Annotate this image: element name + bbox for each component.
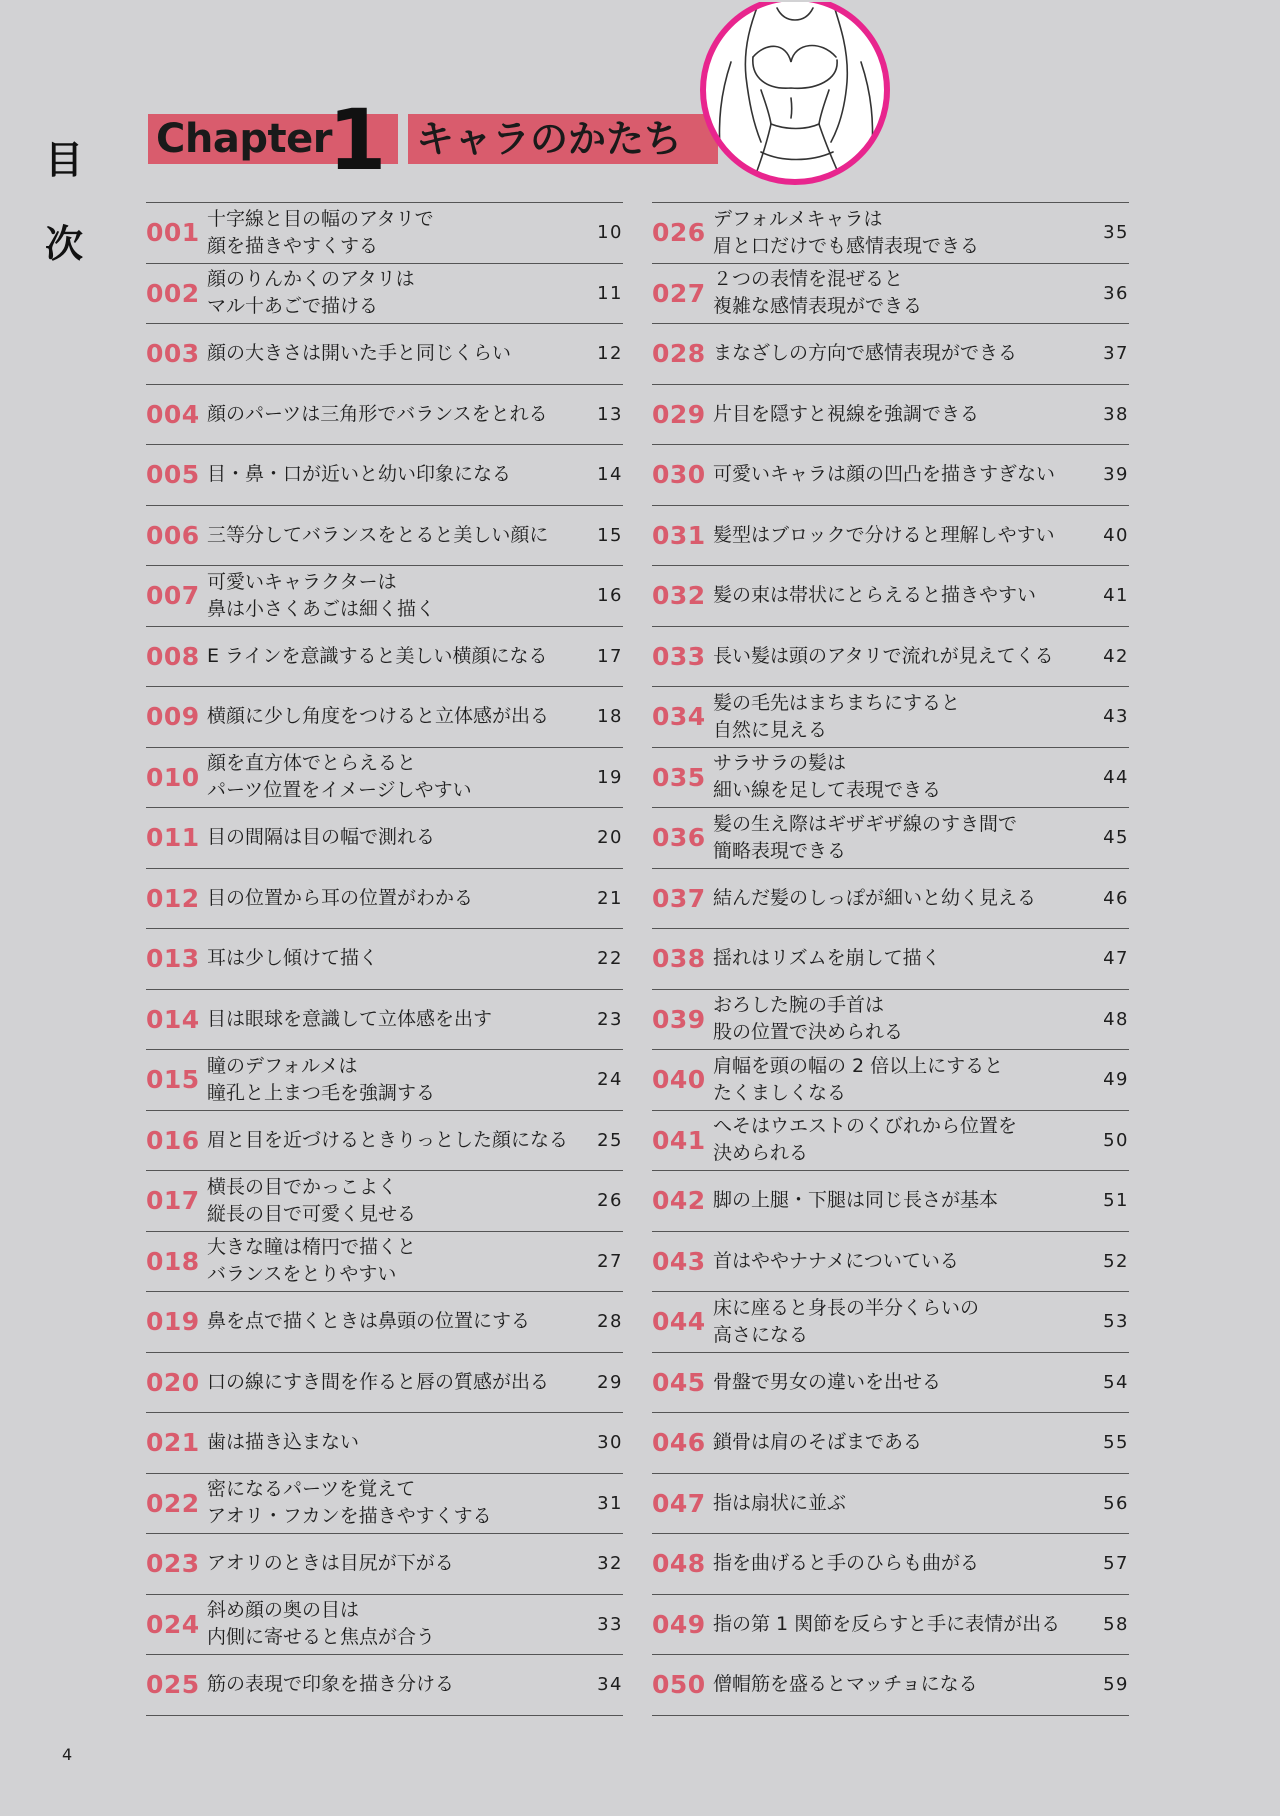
toc-entry-title-line: 指は扇状に並ぶ	[713, 1491, 847, 1514]
toc-entry-title	[207, 1595, 577, 1654]
toc-entry[interactable]	[146, 1111, 623, 1172]
toc-entry-number: 004	[146, 399, 200, 429]
toc-entry-page: 33	[597, 1613, 623, 1635]
toc-entry-title-line: おろした腕の手首は	[713, 994, 885, 1016]
toc-entry-title-line: 脚の上腿・下腿は同じ長さが基本	[713, 1189, 999, 1211]
toc-entry-title-line: マル十あごで描ける	[207, 295, 379, 317]
toc-entry-title	[207, 385, 577, 444]
toc-entry-number: 029	[652, 399, 706, 429]
toc-entry-number: 039	[652, 1004, 706, 1034]
toc-entry-number: 002	[146, 278, 200, 308]
toc-entry[interactable]	[652, 566, 1129, 627]
toc-entry-title-line: ２つの表情を混ぜると	[713, 268, 904, 290]
toc-entry[interactable]	[146, 1595, 623, 1656]
toc-entry-title-line: へそはウエストのくびれから位置を	[713, 1115, 1018, 1137]
toc-entry-title-line: 筋の表現で印象を描き分ける	[207, 1673, 455, 1695]
toc-entry-title-line: 髪型はブロックで分けると理解しやすい	[713, 523, 1055, 546]
toc-entry[interactable]	[652, 264, 1129, 325]
toc-entry-title-line: 髪の毛先はまちまちにすると	[713, 691, 961, 714]
toc-entry-page: 48	[1103, 1008, 1129, 1030]
toc-entry-title	[207, 929, 577, 988]
toc-entry-title-line: 斜め顔の奥の目は	[207, 1599, 360, 1621]
toc-entry-page: 31	[597, 1492, 623, 1514]
toc-entry-number: 045	[652, 1367, 706, 1397]
toc-entry-page: 34	[597, 1674, 623, 1695]
toc-entry-title-line: 瞳孔と上まつ毛を強調する	[207, 1081, 436, 1104]
toc-entry-page: 29	[597, 1371, 623, 1393]
toc-entry[interactable]	[652, 627, 1129, 688]
toc-entry-title-line: 歯は描き込まない	[207, 1431, 360, 1453]
toc-entry-page: 50	[1103, 1129, 1129, 1151]
toc-entry-title	[713, 1474, 1083, 1533]
chapter-title: キャラのかたち	[408, 114, 718, 164]
toc-entry-number: 007	[146, 581, 200, 610]
toc-entry-number: 025	[146, 1670, 200, 1699]
toc-entry-title-line: 瞳のデフォルメは	[207, 1054, 358, 1077]
toc-entry-title	[207, 1655, 577, 1714]
toc-entry-title	[713, 1050, 1083, 1109]
toc-entry-number: 048	[652, 1549, 706, 1578]
toc-entry[interactable]	[146, 869, 623, 930]
toc-entry-title-line: 縦長の目で可愛く見せる	[207, 1202, 417, 1225]
toc-entry-title-line: 長い髪は頭のアタリで流れが見えてくる	[713, 644, 1054, 667]
toc-entry-title	[207, 1171, 577, 1230]
toc-entry-number: 036	[652, 823, 706, 852]
toc-entry[interactable]	[652, 1595, 1129, 1656]
toc-entry-title	[713, 929, 1083, 988]
chapter-number: 1	[328, 91, 387, 189]
toc-entry-number: 047	[652, 1488, 706, 1518]
toc-entry[interactable]	[652, 1534, 1129, 1595]
toc-entry-number: 038	[652, 944, 706, 973]
toc-entry-title	[713, 1111, 1083, 1170]
toc-entry-title-line: 大きな瞳は楕円で描くと	[207, 1236, 417, 1258]
toc-entry-title	[207, 1232, 577, 1291]
page-number: 4	[62, 1745, 73, 1764]
toc-entry[interactable]	[652, 1171, 1129, 1232]
toc-entry-page: 15	[597, 524, 623, 546]
toc-entry-title-line: 顔を描きやすくする	[207, 234, 379, 257]
toc-entry-title-line: 顔の大きさは開いた手と同じくらい	[207, 342, 512, 364]
toc-entry-number: 031	[652, 520, 706, 550]
toc-entry-number: 027	[652, 278, 706, 308]
toc-entry-title-line: 三等分してバランスをとると美しい顔に	[207, 523, 549, 546]
side-title-char: 目	[44, 138, 83, 182]
toc-entry-title	[207, 264, 577, 323]
toc-entry-number: 012	[146, 883, 200, 913]
toc-column-right	[652, 202, 1129, 1716]
toc-entry-title-line: 眉と口だけでも感情表現できる	[713, 234, 980, 257]
toc-entry-number: 016	[146, 1125, 200, 1155]
toc-entry[interactable]	[146, 1413, 623, 1474]
toc-entry-page: 41	[1103, 585, 1129, 606]
toc-entry-page: 23	[597, 1008, 623, 1030]
toc-entry-title	[713, 748, 1083, 807]
toc-entry-title	[713, 1292, 1083, 1351]
toc-entry-number: 026	[652, 218, 706, 247]
toc-entry-title	[207, 1534, 577, 1593]
toc-entry-title-line: 横長の目でかっこよく	[207, 1175, 398, 1198]
toc-entry[interactable]	[146, 324, 623, 385]
toc-entry-number: 013	[146, 944, 200, 973]
toc-entry-number: 011	[146, 823, 200, 852]
toc-entry-title	[713, 1534, 1083, 1593]
toc-entry-title	[713, 1595, 1083, 1654]
toc-entry-title	[713, 869, 1083, 928]
toc-entry-title	[207, 203, 577, 262]
toc-entry-title	[207, 808, 577, 867]
toc-entry-title-line: 口の線にすき間を作ると唇の質感が出る	[207, 1370, 550, 1393]
toc-entry[interactable]	[146, 203, 623, 264]
toc-entry-number: 018	[146, 1246, 200, 1276]
toc-entry-number: 005	[146, 460, 200, 489]
toc-entry-page: 11	[597, 282, 623, 304]
toc-entry-page: 25	[597, 1129, 623, 1151]
toc-entry-title	[207, 324, 577, 383]
toc-entry[interactable]	[146, 748, 623, 809]
toc-entry-page: 30	[597, 1432, 623, 1453]
toc-entry-title	[207, 748, 577, 807]
toc-entry-page: 20	[597, 827, 623, 848]
toc-entry-number: 028	[652, 339, 706, 368]
toc-entry-title	[713, 203, 1083, 262]
toc-entry-page: 43	[1103, 706, 1129, 727]
toc-entry-title-line: 髪の生え際はギザギザ線のすき間で	[713, 812, 1018, 835]
toc-entry[interactable]	[146, 929, 623, 990]
toc-entry[interactable]	[146, 385, 623, 446]
toc-entry[interactable]	[146, 808, 623, 869]
toc-entry-title	[713, 1353, 1083, 1412]
toc-entry-title-line: 結んだ髪のしっぽが細いと幼く見える	[713, 886, 1037, 909]
toc-entry-title-line: 横顔に少し角度をつけると立体感が出る	[207, 705, 550, 727]
toc-entry[interactable]	[652, 1353, 1129, 1414]
toc-side-title	[44, 118, 84, 286]
toc-entry[interactable]	[146, 1655, 623, 1716]
toc-entry-number: 046	[652, 1428, 706, 1457]
toc-entry-title-line: 鼻は小さくあごは細く描く	[207, 597, 436, 620]
toc-entry-title-line: 揺れはリズムを崩して描く	[713, 947, 941, 969]
toc-entry-title-line: 顔を直方体でとらえると	[207, 752, 417, 774]
toc-entry-title-line: 肩幅を頭の幅の 2 倍以上にすると	[713, 1054, 1004, 1077]
toc-entry-title-line: 耳は少し傾けて描く	[207, 947, 379, 969]
toc-entry-page: 24	[597, 1069, 623, 1090]
toc-entry-number: 035	[652, 762, 706, 792]
toc-entry-number: 003	[146, 339, 200, 368]
toc-entry-title	[207, 445, 577, 504]
toc-entry-number: 037	[652, 883, 706, 913]
toc-entry-page: 44	[1103, 766, 1129, 788]
toc-entry-title-line: E ラインを意識すると美しい横顔になる	[207, 644, 548, 667]
toc-entry[interactable]	[652, 929, 1129, 990]
toc-entry-page: 32	[597, 1553, 623, 1574]
toc-entry-page: 14	[597, 464, 623, 485]
toc-entry[interactable]	[146, 627, 623, 688]
toc-entry[interactable]	[652, 1050, 1129, 1111]
toc-entry-title-line: 骨盤で男女の違いを出せる	[713, 1370, 942, 1393]
toc-entry-page: 35	[1103, 222, 1129, 243]
toc-entry[interactable]	[146, 1534, 623, 1595]
toc-entry-title	[713, 687, 1083, 746]
toc-entry[interactable]	[652, 203, 1129, 264]
toc-entry-title	[713, 324, 1083, 383]
toc-entry-page: 27	[597, 1250, 623, 1272]
toc-entry-page: 52	[1103, 1250, 1129, 1272]
toc-entry[interactable]	[652, 385, 1129, 446]
toc-entry-number: 040	[652, 1065, 706, 1094]
toc-entry-page: 47	[1103, 948, 1129, 969]
toc-entry-title	[207, 1111, 577, 1170]
toc-entry-title-line: 複雑な感情表現ができる	[713, 295, 923, 317]
toc-entry-number: 022	[146, 1488, 200, 1518]
toc-entry-number: 019	[146, 1307, 200, 1336]
toc-entry-page: 59	[1103, 1674, 1129, 1695]
toc-entry-number: 021	[146, 1428, 200, 1457]
toc-entry[interactable]	[652, 748, 1129, 809]
toc-entry-number: 009	[146, 702, 200, 731]
toc-entry-page: 54	[1103, 1371, 1129, 1393]
toc-entry-title-line: 目は眼球を意識して立体感を出す	[207, 1007, 493, 1030]
toc-entry-title	[207, 506, 577, 565]
toc-entry-page: 39	[1103, 464, 1129, 485]
toc-entry-number: 023	[146, 1549, 200, 1578]
toc-entry-title-line: 密になるパーツを覚えて	[207, 1478, 416, 1500]
toc-entry-title-line: 首はややナナメについている	[713, 1249, 959, 1272]
toc-entry-title	[713, 627, 1083, 686]
toc-entry[interactable]	[652, 990, 1129, 1051]
toc-entry-title-line: 指の第 1 関節を反らすと手に表情が出る	[713, 1612, 1061, 1635]
toc-entry-title-line: 可愛いキャラは顔の凹凸を描きすぎない	[713, 463, 1056, 485]
toc-entry-title	[207, 1292, 577, 1351]
toc-entry-page: 49	[1103, 1069, 1129, 1090]
toc-entry[interactable]	[652, 869, 1129, 930]
toc-entry-number: 049	[652, 1609, 706, 1639]
toc-entry-title	[713, 990, 1083, 1049]
toc-entry-title	[207, 627, 577, 686]
toc-entry-title	[713, 445, 1083, 504]
toc-entry-page: 37	[1103, 343, 1129, 364]
toc-entry-number: 041	[652, 1125, 706, 1155]
toc-entry-title-line: 細い線を足して表現できる	[713, 779, 942, 801]
toc-entry-number: 044	[652, 1307, 706, 1336]
toc-entry-title	[713, 1655, 1083, 1714]
toc-entry[interactable]	[652, 1655, 1129, 1716]
toc-entry-page: 13	[597, 403, 623, 425]
toc-entry[interactable]	[146, 445, 623, 506]
toc-entry-title-line: バランスをとりやすい	[207, 1263, 397, 1285]
toc-entry-title-line: サラサラの髪は	[713, 752, 847, 774]
toc-entry-page: 51	[1103, 1190, 1129, 1211]
toc-entry-number: 006	[146, 520, 200, 550]
toc-entry-title	[207, 1474, 577, 1533]
toc-entry-title	[713, 385, 1083, 444]
toc-entry-page: 58	[1103, 1613, 1129, 1635]
toc-entry-page: 10	[597, 222, 623, 243]
toc-entry[interactable]	[146, 687, 623, 748]
toc-entry-page: 56	[1103, 1492, 1129, 1514]
toc-entry-number: 033	[652, 641, 706, 671]
toc-entry[interactable]	[652, 1111, 1129, 1172]
toc-entry[interactable]	[652, 324, 1129, 385]
toc-entry[interactable]	[652, 1413, 1129, 1474]
toc-entry-number: 014	[146, 1004, 200, 1034]
toc-entry-number: 034	[652, 702, 706, 731]
toc-entry-title-line: 十字線と目の幅のアタリで	[207, 207, 434, 230]
toc-entry-title	[713, 1232, 1083, 1291]
toc-entry-title	[207, 990, 577, 1049]
toc-entry-number: 017	[146, 1186, 200, 1215]
toc-entry[interactable]	[652, 687, 1129, 748]
toc-entry[interactable]	[146, 1050, 623, 1111]
toc-entry[interactable]	[652, 506, 1129, 567]
toc-entry-number: 042	[652, 1186, 706, 1215]
toc-entry-title	[207, 869, 577, 928]
toc-entry-page: 21	[597, 887, 623, 909]
toc-entry[interactable]	[652, 1232, 1129, 1293]
toc-entry[interactable]	[146, 506, 623, 567]
toc-entry-title	[713, 506, 1083, 565]
toc-entry-title-line: 簡略表現できる	[713, 839, 847, 862]
chapter-word: Chapter	[156, 116, 332, 162]
toc-entry-page: 17	[597, 645, 623, 667]
toc-entry-title-line: 内側に寄せると焦点が合う	[207, 1626, 436, 1648]
toc-entry[interactable]	[146, 1353, 623, 1414]
toc-entry-title-line: 片目を隠すと視線を強調できる	[713, 402, 980, 425]
toc-entry-title-line: 目の位置から耳の位置がわかる	[207, 886, 474, 909]
toc-entry-title-line: パーツ位置をイメージしやすい	[207, 779, 472, 801]
toc-entry-page: 22	[597, 948, 623, 969]
toc-entry-title	[713, 566, 1083, 625]
toc-entry-page: 40	[1103, 524, 1129, 546]
toc-entry-title	[713, 808, 1083, 867]
toc-entry-page: 28	[597, 1311, 623, 1332]
toc-entry[interactable]	[146, 1292, 623, 1353]
side-title-char: 次	[44, 222, 83, 266]
toc-entry-title-line: 眉と目を近づけるときりっとした顔になる	[207, 1128, 569, 1151]
toc-entry-title-line: たくましくなる	[713, 1081, 847, 1104]
toc-entry-number: 015	[146, 1065, 200, 1094]
toc-entry-page: 55	[1103, 1432, 1129, 1453]
toc-entry-title-line: 自然に見える	[713, 718, 828, 741]
toc-entry-title-line: 決められる	[713, 1142, 809, 1164]
toc-entry-title-line: 床に座ると身長の半分くらいの	[713, 1296, 980, 1319]
toc-entry-title-line: 目の間隔は目の幅で測れる	[207, 826, 436, 848]
toc-entry-title-line: 指を曲げると手のひらも曲がる	[713, 1552, 980, 1574]
toc-entry-title-line: 高さになる	[713, 1323, 809, 1346]
toc-entry-title	[713, 264, 1083, 323]
toc-entry[interactable]	[652, 1474, 1129, 1535]
toc-entry-title-line: デフォルメキャラは	[713, 207, 883, 230]
toc-entry-page: 45	[1103, 827, 1129, 848]
toc-entry-title-line: 顔のパーツは三角形でバランスをとれる	[207, 402, 548, 425]
toc-entry-number: 008	[146, 641, 200, 671]
toc-entry-number: 032	[652, 581, 706, 610]
toc-entry-page: 26	[597, 1190, 623, 1211]
toc-entry-title	[207, 687, 577, 746]
toc-entry-title-line: 僧帽筋を盛るとマッチョになる	[713, 1673, 978, 1695]
toc-entry-number: 024	[146, 1609, 200, 1639]
toc-entry-title-line: 鼻を点で描くときは鼻頭の位置にする	[207, 1310, 531, 1332]
toc-entry-title	[207, 1413, 577, 1472]
toc-entry-number: 020	[146, 1367, 200, 1397]
toc-entry-page: 53	[1103, 1311, 1129, 1332]
toc-entry-page: 46	[1103, 887, 1129, 909]
toc-entry-title-line: 顔のりんかくのアタリは	[207, 268, 415, 290]
toc-entry-title-line: まなざしの方向で感情表現ができる	[713, 342, 1018, 364]
toc-entry-page: 16	[597, 585, 623, 606]
toc-entry-title	[713, 1413, 1083, 1472]
toc-entry-page: 18	[597, 706, 623, 727]
toc-entry-title-line: 鎖骨は肩のそばまである	[713, 1431, 923, 1453]
toc-entry-title-line: アオリ・フカンを描きやすくする	[207, 1505, 492, 1527]
toc-entry-title-line: 可愛いキャラクターは	[207, 570, 397, 593]
toc-entry-title	[207, 1050, 577, 1109]
toc-entry[interactable]	[146, 1232, 623, 1293]
toc-entry[interactable]	[146, 990, 623, 1051]
toc-entry-title	[207, 566, 577, 625]
toc-entry-number: 050	[652, 1670, 706, 1699]
toc-column-left	[146, 202, 623, 1716]
toc-entry-title-line: アオリのときは目尻が下がる	[207, 1552, 454, 1574]
toc-entry-page: 38	[1103, 403, 1129, 425]
toc-entry[interactable]	[652, 445, 1129, 506]
toc-entry-title	[713, 1171, 1083, 1230]
toc-entry-number: 001	[146, 218, 200, 247]
toc-entry-title-line: 目・鼻・口が近いと幼い印象になる	[207, 463, 512, 485]
toc-entry-title-line: 髪の束は帯状にとらえると描きやすい	[713, 584, 1037, 606]
toc-entry-title-line: 股の位置で決められる	[713, 1021, 904, 1043]
toc-entry[interactable]	[652, 1292, 1129, 1353]
toc-entry[interactable]	[146, 566, 623, 627]
toc-entry-number: 010	[146, 762, 200, 792]
toc-entry-page: 36	[1103, 282, 1129, 304]
toc-entry-page: 12	[597, 343, 623, 364]
toc-entry-number: 030	[652, 460, 706, 489]
toc-entry-page: 42	[1103, 645, 1129, 667]
toc-entry-number: 043	[652, 1246, 706, 1276]
character-illustration-icon	[691, 2, 899, 190]
chapter-label	[148, 91, 398, 189]
toc-entry-page: 57	[1103, 1553, 1129, 1574]
toc-entry[interactable]	[146, 264, 623, 325]
toc-entry[interactable]	[146, 1474, 623, 1535]
toc-entry-page: 19	[597, 766, 623, 788]
toc-entry[interactable]	[652, 808, 1129, 869]
toc-entry[interactable]	[146, 1171, 623, 1232]
toc-entry-title	[207, 1353, 577, 1412]
